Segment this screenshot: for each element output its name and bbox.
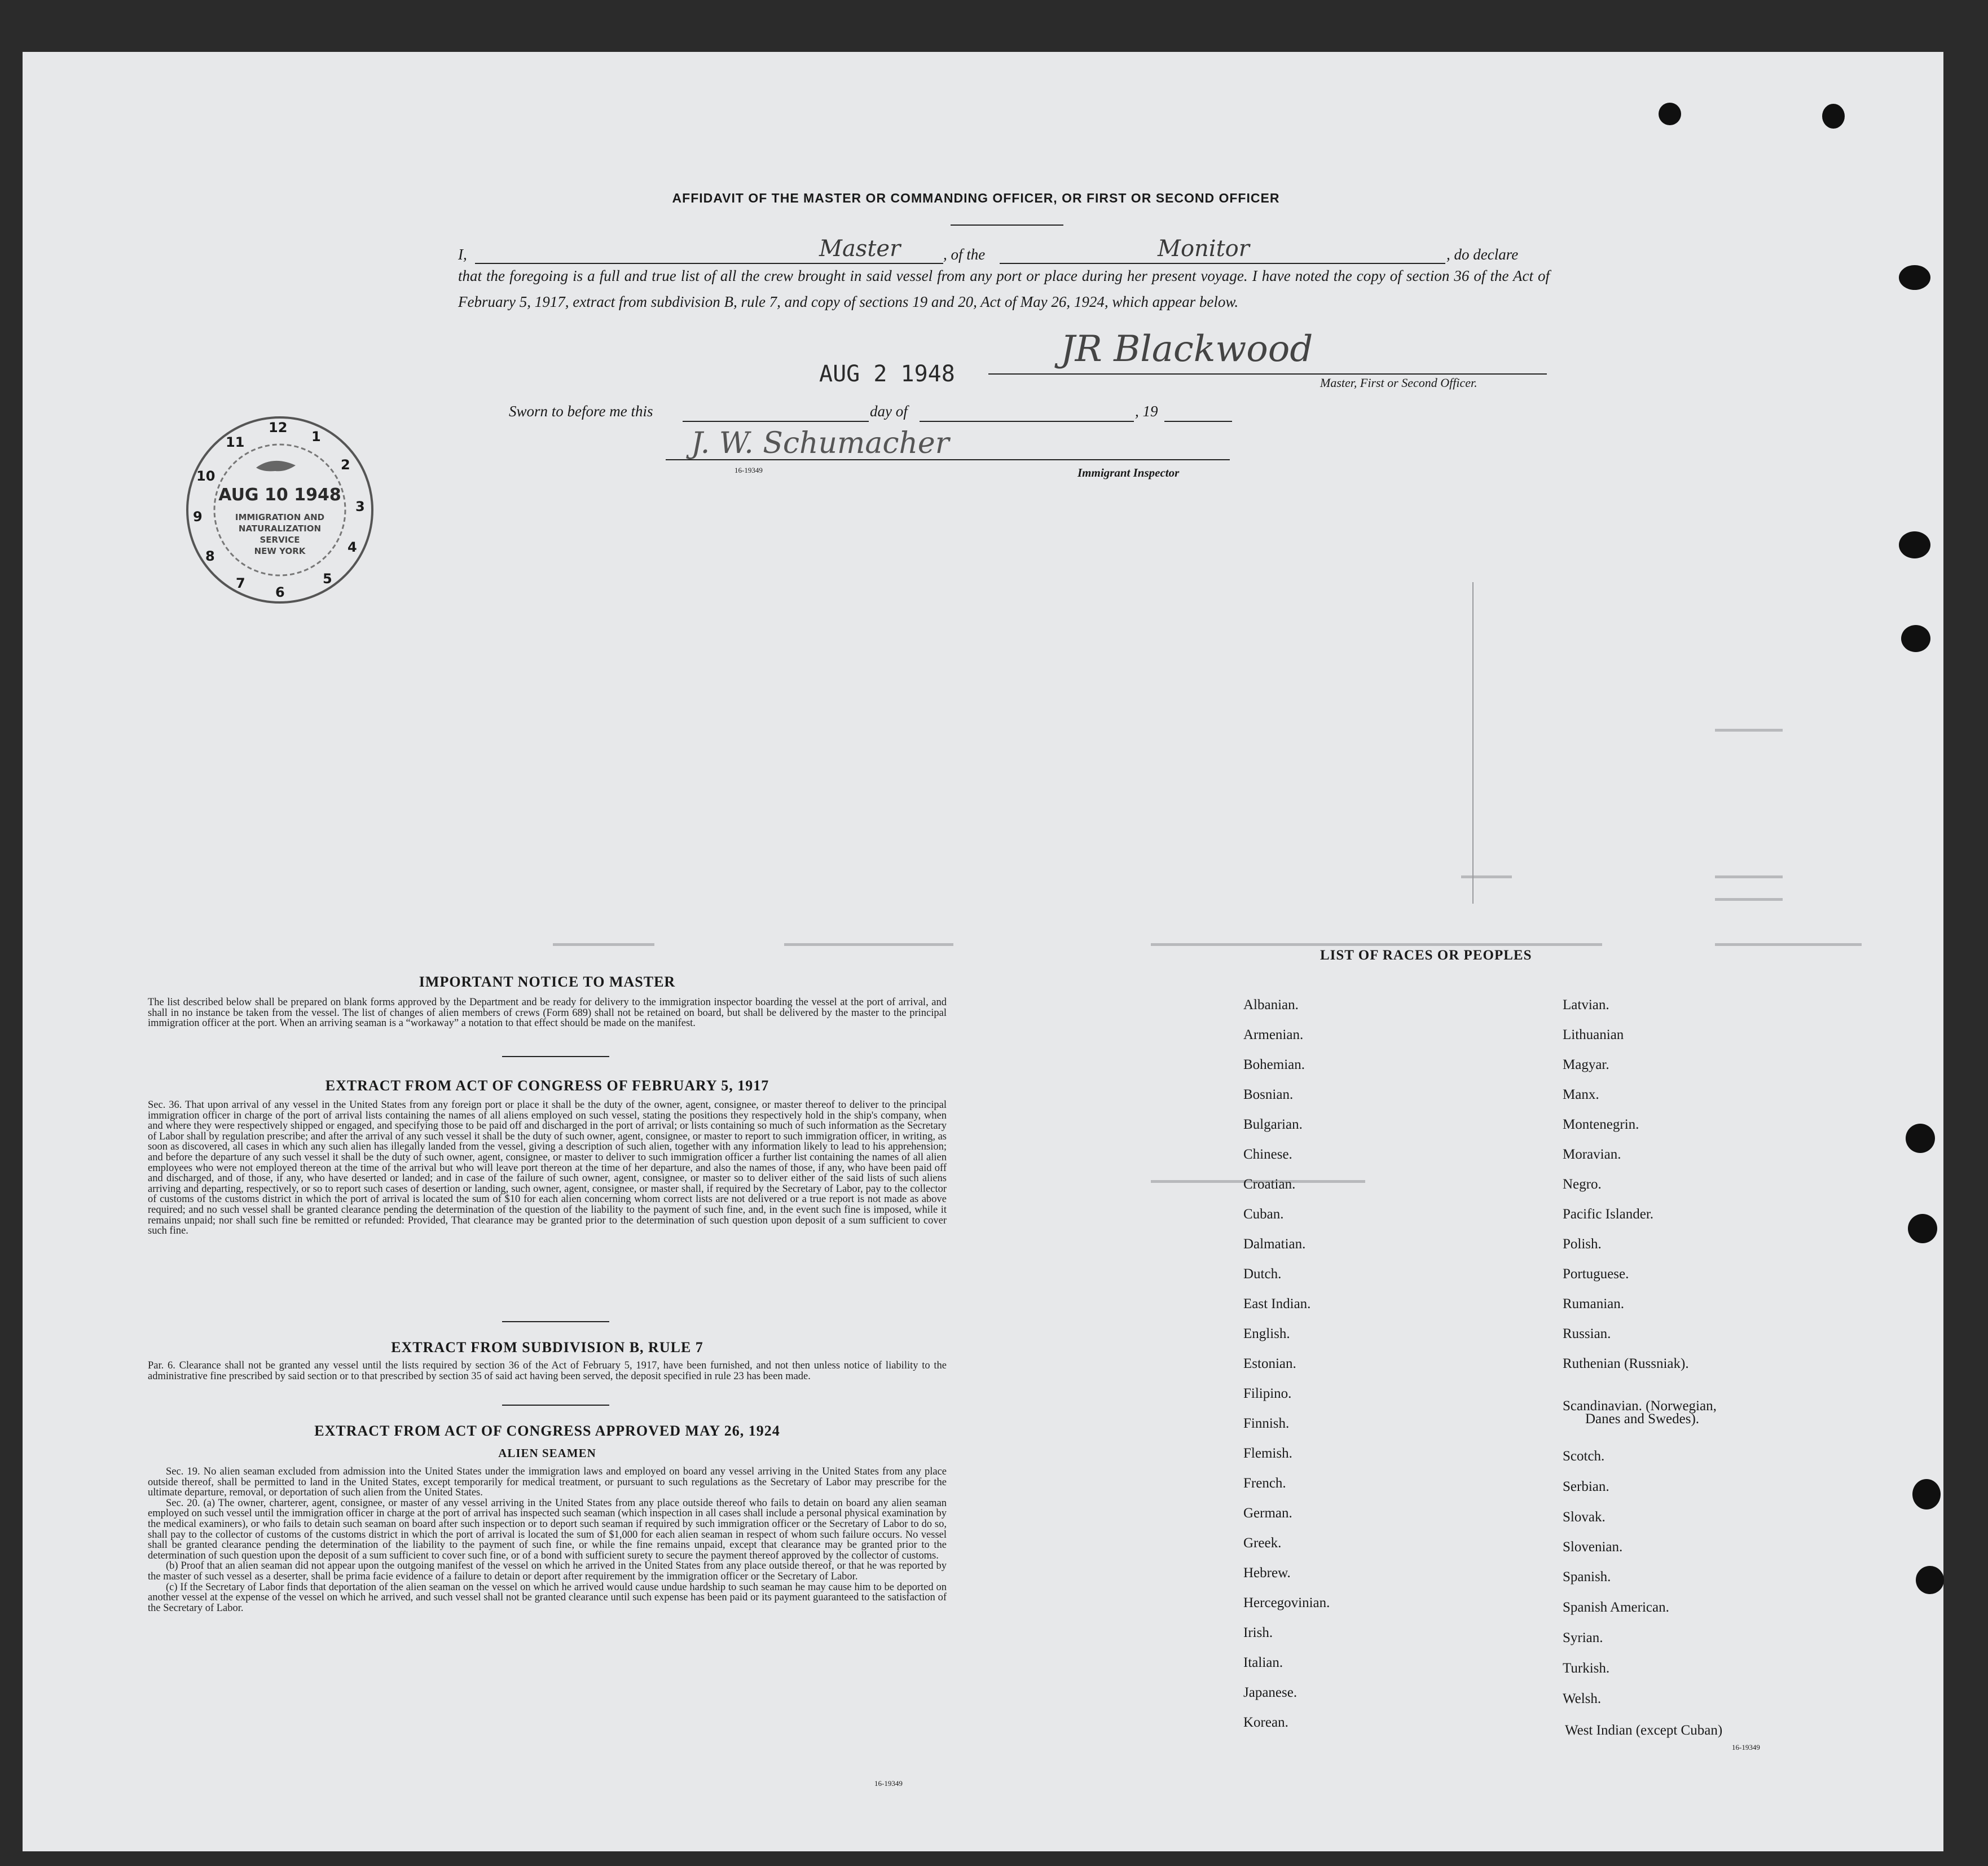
punch-hole — [1901, 625, 1930, 652]
stamp-hour-9: 9 — [193, 509, 203, 525]
signature-caption: Master, First or Second Officer. — [1320, 376, 1477, 390]
stamp-seal-icon — [184, 414, 376, 606]
show-through-mark — [1715, 943, 1862, 946]
race-item: Magyar. — [1563, 1057, 1609, 1072]
stamp-hour-11: 11 — [226, 434, 245, 450]
race-item: Welsh. — [1563, 1691, 1602, 1706]
race-item: Bulgarian. — [1243, 1117, 1303, 1132]
stamp-hour-8: 8 — [205, 548, 215, 564]
race-item: Montenegrin. — [1563, 1117, 1639, 1132]
stamp-hour-10: 10 — [196, 468, 215, 484]
race-item: Russian. — [1563, 1326, 1611, 1341]
form-number: 16-19349 — [874, 1779, 903, 1788]
section-20c: (c) If the Secretary of Labor finds that deportation of the alien seaman on the vessel on which he arrived would cause undue hardship to such seaman he may cause him to be deported on another vessel at the expense of the vessel on which he arrived, and such vessel shall not be granted clearance until such expense has been paid or its payment guaranteed to the satisfaction of the Secretary of Labor. — [148, 1581, 947, 1614]
extract-1924-subtitle: ALIEN SEAMEN — [498, 1446, 596, 1460]
race-item: Dalmatian. — [1243, 1236, 1306, 1252]
divider — [502, 1405, 609, 1406]
race-item: Irish. — [1243, 1625, 1273, 1640]
divider — [502, 1056, 609, 1057]
race-item: Armenian. — [1243, 1027, 1304, 1042]
inspector-caption: Immigrant Inspector — [1077, 466, 1180, 479]
show-through-mark — [1715, 729, 1783, 732]
stamp-text: NEW YORK — [254, 546, 306, 556]
race-item: Bohemian. — [1243, 1057, 1305, 1072]
stamp-hour-6: 6 — [275, 584, 285, 600]
master-signature: JR Blackwood — [1061, 328, 1313, 370]
race-item: Croatian. — [1243, 1177, 1296, 1192]
race-item: West Indian (except Cuban) — [1565, 1723, 1723, 1738]
stamp-hour-1: 1 — [311, 429, 321, 445]
stamp-hour-2: 2 — [341, 457, 350, 473]
extract-1917-body: Sec. 36. That upon arrival of any vessel in the United States from any foreign port or place it shall be the duty of the owner, agent, consignee, or master thereof to deliver to the principal immigration officer in charge of the port of arrival lists containing the names of all aliens employed on such vessel, stating the positions they respectively hold in the ship's company, when and where they were respectively shipped or engaged, and specifying those to be paid off and discharged in the port of arrival; or lists containing so much of such information as the Secretary of Labor shall by regulation prescribe; and after the arrival of any such vessel it shall be the duty of such owner, agent, consignee, or master to report to such immigration officer, in writing, as soon as discovered, all cases in which any such alien has illegally landed from the vessel, giving a description of such alien, together with any information likely to lead to his apprehension; and before the departure of any such vessel it shall be the duty of such owner, agent, consignee, or master to deliver to such immigration officer a further list containing the names of all alien employees who were not employed thereon at the time of the arrival but who will leave port thereon at the time of her departure, and also the names of those, if any, who have been paid off and discharged, and of those, if any, who have deserted or landed; and in case of the failure of such owner, agent, consignee, or master so to deliver either of the said lists of such aliens arriving and departing, respectively, or so to report such cases of desertion or landing, such owner, agent, consignee, or master shall, if required by the Secretary of Labor, pay to the collector of customs of the customs district in which the port of arrival is located the sum of $10 for each alien concerning whom correct lists are not delivered or a true report is not made as above required; and no such vessel shall be granted clearance pending the determination of the question of the liability to the payment of such fine, and, in the event such fine is imposed, while it remains unpaid; nor shall such fine be remitted or refunded: Provided, That clearance may be granted prior to the determination of such question upon deposit of a sum sufficient to cover such fine. — [148, 1099, 947, 1237]
race-item: Filipino. — [1243, 1386, 1292, 1401]
race-item: Finnish. — [1243, 1416, 1290, 1431]
extract-rule7-body: Par. 6. Clearance shall not be granted any vessel until the lists required by section 36 of the Act of February 5, 1917, have been furnished, and not then unless notice of liability to the administrative fine prescribed by said section or to that prescribed by section 35 of said act having been served, the deposit specified in rule 23 has been made. — [148, 1360, 947, 1382]
race-item: Italian. — [1243, 1655, 1283, 1670]
vessel-handwritten: Monitor — [1158, 236, 1250, 262]
show-through-mark — [1461, 875, 1512, 878]
race-item: Negro. — [1563, 1177, 1602, 1192]
punch-hole — [1899, 265, 1930, 290]
race-item: Slovenian. — [1563, 1539, 1623, 1555]
show-through-mark — [1151, 943, 1602, 946]
race-item: Dutch. — [1243, 1266, 1282, 1282]
race-item: Cuban. — [1243, 1207, 1284, 1222]
race-item: Pacific Islander. — [1563, 1207, 1654, 1222]
race-item: Lithuanian — [1563, 1027, 1624, 1042]
race-item: Albanian. — [1243, 997, 1299, 1013]
race-item: Spanish American. — [1563, 1600, 1669, 1615]
rank-handwritten: Master — [819, 236, 901, 262]
race-item: Scotch. — [1563, 1449, 1605, 1464]
race-item: Flemish. — [1243, 1446, 1292, 1461]
race-item-continued: Danes and Swedes). — [1585, 1411, 1700, 1427]
race-item: Portuguese. — [1563, 1266, 1629, 1282]
stamp-hour-7: 7 — [236, 575, 245, 591]
race-item: Syrian. — [1563, 1630, 1603, 1645]
race-item: Latvian. — [1563, 997, 1609, 1013]
punch-hole — [1822, 104, 1845, 129]
form-number: 16-19349 — [734, 466, 763, 474]
race-item: German. — [1243, 1506, 1292, 1521]
stamp-text: NATURALIZATION — [238, 523, 322, 534]
race-item: Japanese. — [1243, 1685, 1298, 1700]
stamp-hour-5: 5 — [323, 571, 332, 587]
divider — [502, 1321, 609, 1322]
punch-hole — [1659, 103, 1681, 125]
line1-suffix: , do declare — [1446, 246, 1519, 263]
line1-prefix: I, — [458, 246, 467, 263]
stamp-hour-3: 3 — [355, 499, 365, 514]
punch-hole — [1899, 531, 1930, 558]
extract-1924-body — [148, 1467, 947, 1613]
signature-line — [988, 373, 1547, 375]
section-20b: (b) Proof that an alien seaman did not appear upon the outgoing manifest of the vessel on which he arrived in the United States from any place outside thereof, or that he was reported by the master of such vessel as a deserter, shall be prima facie evidence of a failure to detain or deport after requirement by the immigration officer or the Secretary of Labor. — [148, 1560, 947, 1582]
race-item: Serbian. — [1563, 1479, 1609, 1494]
stamp-date: AUG 10 1948 — [218, 485, 341, 505]
race-item: Chinese. — [1243, 1147, 1292, 1162]
race-item: Rumanian. — [1563, 1296, 1625, 1312]
form-number: 16-19349 — [1732, 1743, 1760, 1751]
sworn-day: day of — [870, 403, 908, 420]
section-20a: Sec. 20. (a) The owner, charterer, agent, consignee, or master of any vessel arriving in the United States from any place outside thereof who fails to detain on board any alien seaman employed on such vessel until the immigration officer in charge at the port of arrival has inspected such seaman (which inspection in all cases shall include a personal physical examination by the medical examiners), or who fails to detain such seaman on board after such inspection or to deport such seaman if required by such immigration officer or the Secretary of Labor to do so, shall pay to the collector of customs of the customs district in which the port of arrival is located the sum of $1,000 for each alien seaman in respect of whom such failure occurs. No vessel shall be granted clearance pending the determination of the liability to the payment of such fine, or while the fine remains unpaid, except that clearance may be granted prior to the determination of such question upon the deposit of a sum sufficient to cover such fine, or of a bond with sufficient surety to secure the payment thereof approved by the collector of customs. — [148, 1497, 947, 1561]
divider — [951, 225, 1063, 226]
show-through-mark — [1472, 582, 1474, 904]
stamp-hour-12: 12 — [269, 420, 288, 435]
punch-hole — [1908, 1214, 1937, 1243]
race-item: Bosnian. — [1243, 1087, 1294, 1102]
races-title: LIST OF RACES OR PEOPLES — [1320, 948, 1532, 963]
extract-1917-title: EXTRACT FROM ACT OF CONGRESS OF FEBRUARY 5, 1917 — [325, 1077, 769, 1094]
race-item: Slovak. — [1563, 1509, 1606, 1525]
race-item: Turkish. — [1563, 1661, 1610, 1676]
race-item: English. — [1243, 1326, 1290, 1341]
sworn-year: , 19 — [1135, 403, 1158, 420]
notice-title: IMPORTANT NOTICE TO MASTER — [419, 974, 676, 990]
affidavit-body: that the foregoing is a full and true list of all the crew brought in said vessel from any port or place during her present voyage. I have noted the copy of section 36 of the Act of February 5, 1917, extract from subdivision B, rule 7, and copy of sections 19 and 20, Act of May 26, 1924, which appear below. — [458, 267, 1550, 310]
immigration-receipt-stamp — [184, 414, 376, 606]
show-through-mark — [1715, 898, 1783, 901]
punch-hole — [1912, 1479, 1941, 1509]
show-through-mark — [1715, 875, 1783, 878]
race-item: Estonian. — [1243, 1356, 1296, 1371]
stamp-text: SERVICE — [260, 535, 300, 545]
race-item: Ruthenian (Russniak). — [1563, 1356, 1689, 1371]
race-item: Hebrew. — [1243, 1565, 1291, 1581]
race-item: Scandinavian. (Norwegian, — [1563, 1398, 1717, 1414]
extract-rule7-title: EXTRACT FROM SUBDIVISION B, RULE 7 — [391, 1339, 703, 1356]
race-item: Manx. — [1563, 1087, 1599, 1102]
notice-body: The list described below shall be prepared on blank forms approved by the Department and be ready for delivery to the immigration inspector boarding the vessel at the port of arrival, and shall in no instance be taken from the vessel. The list of changes of alien members of crews (Form 689) shall not be retained on board, but shall be delivered by the master to the principal immigration officer at the port. When an arriving seaman is a “workaway” a notation to that effect should be made on the manifest. — [148, 997, 947, 1029]
sworn-year-field — [1164, 405, 1232, 422]
sworn-line — [509, 403, 1242, 428]
sworn-month-field — [920, 405, 1134, 422]
affidavit-title: AFFIDAVIT OF THE MASTER OR COMMANDING OFFICER, OR FIRST OR SECOND OFFICER — [672, 191, 1280, 205]
document-page — [23, 52, 1943, 1851]
race-item: Spanish. — [1563, 1569, 1611, 1585]
stamp-text: IMMIGRATION AND — [235, 512, 325, 522]
race-item: Polish. — [1563, 1236, 1602, 1252]
stamp-hour-4: 4 — [348, 539, 357, 555]
show-through-mark — [553, 943, 654, 946]
sworn-day-field — [683, 405, 869, 422]
sworn-prefix: Sworn to before me this — [509, 403, 653, 420]
punch-hole — [1906, 1124, 1935, 1153]
show-through-mark — [784, 943, 953, 946]
inspector-signature: J. W. Schumacher — [691, 426, 949, 460]
extract-1924-title: EXTRACT FROM ACT OF CONGRESS APPROVED MAY 26, 1924 — [314, 1423, 780, 1439]
race-item: East Indian. — [1243, 1296, 1311, 1312]
race-item: Greek. — [1243, 1535, 1282, 1551]
section-19: Sec. 19. No alien seaman excluded from admission into the United States under the immigration laws and employed on board any vessel arriving in the United States from any place outside thereof, shall be permitted to land in the United States, except temporarily for medical treatment, or pursuant to such regulations as the Secretary of Labor may prescribe for the ultimate departure, removal, or deportation of such alien from the United States. — [148, 1466, 947, 1499]
arrival-date-stamp: AUG 2 1948 — [819, 361, 955, 387]
line1-mid: , of the — [943, 246, 986, 263]
race-item: Korean. — [1243, 1715, 1288, 1730]
race-item: Moravian. — [1563, 1147, 1621, 1162]
punch-hole — [1916, 1566, 1944, 1594]
race-item: French. — [1243, 1476, 1286, 1491]
race-item: Hercegovinian. — [1243, 1595, 1330, 1610]
